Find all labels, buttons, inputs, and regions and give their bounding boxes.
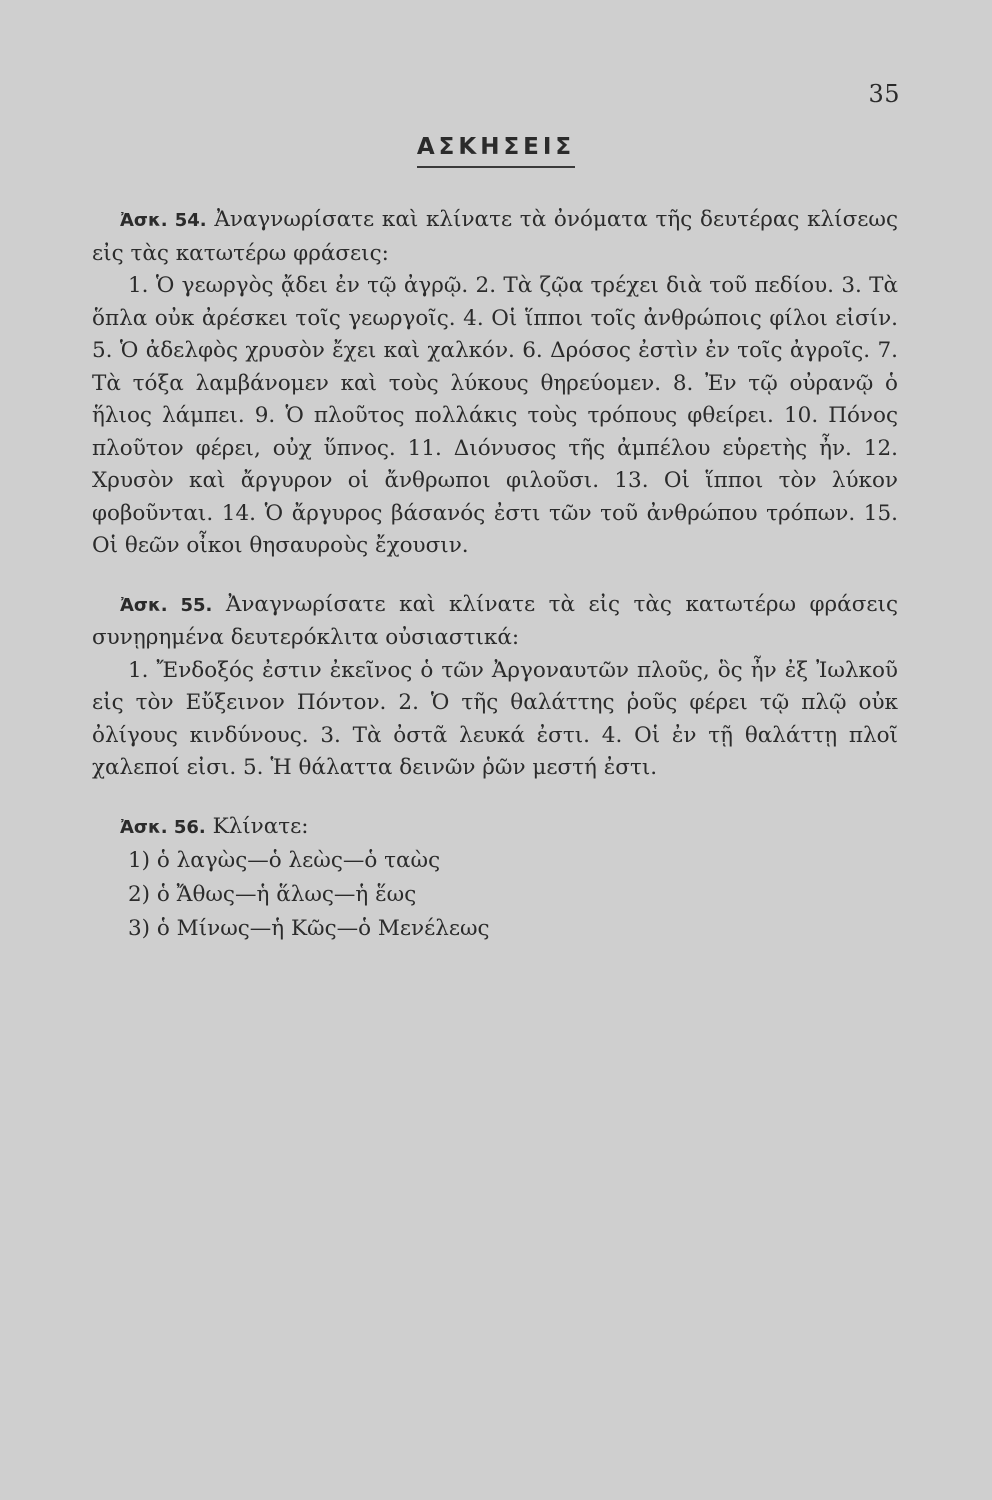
section-heading-wrapper bbox=[0, 134, 992, 168]
exercise-body: 1. Ὁ γεωργὸς ᾄδει ἐν τῷ ἀγρῷ. 2. Τὰ ζῷα τρέχει διὰ τοῦ πεδίου. 3. Τὰ ὅπλα οὐκ ἀρέσκει τοῖς γεωργοῖς. 4. Οἱ ἵπποι τοῖς ἀνθρώποις φίλοι εἰσίν. 5. Ὁ ἀδελφὸς χρυσὸν ἔχει καὶ χαλκόν. 6. Δρόσος ἐστὶν ἐν τοῖς ἀγροῖς. 7. Τὰ τόξα λαμβάνομεν καὶ τοὺς λύκους θηρεύομεν. 8. Ἐν τῷ οὐρανῷ ὁ ἥλιος λάμπει. 9. Ὁ πλοῦτος πολλάκις τοὺς τρόπους φθείρει. 10. Πόνος πλοῦτον φέρει, οὐχ ὕπνος. 11. Διόνυσος τῆς ἀμπέλου εὑρετὴς ἦν. 12. Χρυσὸν καὶ ἄργυρον οἱ ἄνθρωποι φιλοῦσι. 13. Οἱ ἵπποι τὸν λύκον φοβοῦνται. 14. Ὁ ἄργυρος βάσανός ἐστι τῶν τοῦ ἀνθρώπου τρόπων. 15. Οἱ θεῶν οἶκοι θησαυροὺς ἔχουσιν. bbox=[92, 273, 898, 558]
exercise-label: Ἀσκ. 55. bbox=[120, 594, 213, 616]
exercise-instruction bbox=[92, 589, 898, 655]
exercise-56 bbox=[92, 811, 898, 947]
exercise-instruction-text: Ἀναγνωρίσατε καὶ κλίνατε τὰ ὀνόματα τῆς δευτέρας κλίσεως εἰς τὰς κατωτέρω φράσεις: bbox=[92, 207, 898, 266]
declension-list bbox=[92, 844, 898, 946]
page-number: 35 bbox=[868, 80, 900, 108]
exercises-content bbox=[92, 204, 898, 972]
declension-item: 3) ὁ Μίνως—ἡ Κῶς—ὁ Μενέλεως bbox=[128, 916, 490, 941]
exercise-instruction bbox=[92, 204, 898, 270]
exercise-label: Ἀσκ. 54. bbox=[120, 210, 207, 231]
exercise-54 bbox=[92, 204, 898, 563]
exercise-label: Ἀσκ. 56. bbox=[120, 816, 206, 838]
exercise-instruction bbox=[92, 811, 898, 845]
declension-item: 1) ὁ λαγὼς—ὁ λεὼς—ὁ ταὼς bbox=[128, 848, 441, 873]
exercise-body: 1. Ἔνδοξός ἐστιν ἐκεῖνος ὁ τῶν Ἀργοναυτῶν πλοῦς, ὃς ἦν ἐξ Ἰωλκοῦ εἰς τὸν Εὔξεινον Πόντον. 2. Ὁ τῆς θαλάττης ῥοῦς φέρει τῷ πλῷ οὐκ ὀλίγους κινδύνους. 3. Τὰ ὀστᾶ λευκά ἐστι. 4. Οἱ ἐν τῇ θαλάττῃ πλοῖ χαλεποί εἰσι. 5. Ἡ θάλαττα δεινῶν ῥῶν μεστή ἐστι. bbox=[92, 657, 898, 780]
declension-item: 2) ὁ Ἄθως—ἡ ἅλως—ἡ ἕως bbox=[128, 882, 417, 907]
exercise-55 bbox=[92, 589, 898, 785]
exercise-instruction-text: Κλίνατε: bbox=[205, 813, 309, 839]
exercise-instruction-text: Ἀναγνωρίσατε καὶ κλίνατε τὰ εἰς τὰς κατωτέρω φράσεις συνῃρημένα δευτερόκλιτα οὐσιαστικά: bbox=[92, 591, 898, 650]
section-heading: ΑΣΚΗΣΕΙΣ bbox=[417, 134, 575, 168]
